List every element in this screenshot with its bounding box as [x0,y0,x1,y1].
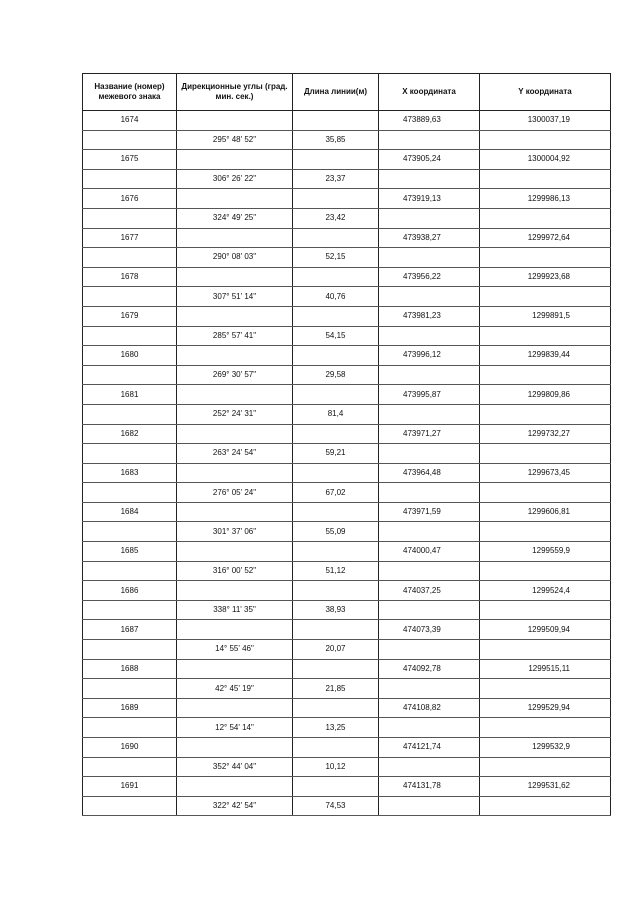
table-row [83,463,611,483]
bearing-angle-cell: 263° 24' 54" [177,444,293,464]
x-coordinate-cell: 474092,78 [379,659,480,679]
point-name-cell [83,600,177,620]
bearing-angle-cell [177,659,293,679]
x-coordinate-cell [379,287,480,307]
y-coordinate-cell [480,679,611,699]
line-length-cell: 13,25 [293,718,379,738]
x-coordinate-cell [379,718,480,738]
header-row [83,74,611,111]
y-coordinate-cell [480,130,611,150]
x-coordinate-cell [379,444,480,464]
line-length-cell [293,306,379,326]
x-coordinate-cell: 473995,87 [379,385,480,405]
point-name-cell: 1676 [83,189,177,209]
line-length-cell: 74,53 [293,796,379,816]
y-coordinate-cell: 1299972,64 [480,228,611,248]
y-coordinate-cell: 1299515,11 [480,659,611,679]
y-coordinate-cell [480,561,611,581]
bearing-angle-cell: 316° 00' 52" [177,561,293,581]
x-coordinate-cell [379,248,480,268]
table-row [83,169,611,189]
bearing-angle-cell [177,306,293,326]
bearing-angle-cell [177,620,293,640]
point-name-cell [83,404,177,424]
point-name-cell: 1679 [83,306,177,326]
bearing-angle-cell: 285° 57' 41" [177,326,293,346]
table-row [83,757,611,777]
bearing-angle-cell [177,502,293,522]
point-name-cell [83,130,177,150]
header-x-coordinate: X координата [379,74,480,111]
bearing-angle-cell [177,463,293,483]
y-coordinate-cell: 1299559,9 [480,542,611,562]
line-length-cell: 29,58 [293,365,379,385]
y-coordinate-cell: 1299529,94 [480,698,611,718]
line-length-cell [293,620,379,640]
y-coordinate-cell: 1299524,4 [480,581,611,601]
line-length-cell: 38,93 [293,600,379,620]
point-name-cell: 1677 [83,228,177,248]
line-length-cell: 52,15 [293,248,379,268]
point-name-cell [83,287,177,307]
point-name-cell [83,561,177,581]
bearing-angle-cell: 290° 08' 03" [177,248,293,268]
point-name-cell [83,365,177,385]
y-coordinate-cell [480,248,611,268]
line-length-cell [293,346,379,366]
bearing-angle-cell [177,189,293,209]
y-coordinate-cell [480,326,611,346]
bearing-angle-cell [177,267,293,287]
table-row [83,522,611,542]
table-row [83,306,611,326]
y-coordinate-cell: 1299809,86 [480,385,611,405]
table-row [83,620,611,640]
bearing-angle-cell: 301° 37' 06" [177,522,293,542]
line-length-cell [293,385,379,405]
x-coordinate-cell [379,561,480,581]
y-coordinate-cell [480,287,611,307]
line-length-cell: 55,09 [293,522,379,542]
line-length-cell [293,502,379,522]
table-row [83,600,611,620]
x-coordinate-cell: 474108,82 [379,698,480,718]
line-length-cell [293,581,379,601]
y-coordinate-cell: 1299606,81 [480,502,611,522]
x-coordinate-cell [379,796,480,816]
survey-coordinates-table [82,73,611,816]
point-name-cell: 1680 [83,346,177,366]
x-coordinate-cell [379,130,480,150]
point-name-cell: 1691 [83,777,177,797]
bearing-angle-cell [177,150,293,170]
y-coordinate-cell [480,640,611,660]
point-name-cell [83,522,177,542]
x-coordinate-cell: 473889,63 [379,111,480,131]
y-coordinate-cell: 1299923,68 [480,267,611,287]
point-name-cell [83,679,177,699]
header-line-length: Длина линии(м) [293,74,379,111]
bearing-angle-cell [177,777,293,797]
header-y-coordinate: Y координата [480,74,611,111]
y-coordinate-cell [480,522,611,542]
point-name-cell: 1681 [83,385,177,405]
point-name-cell [83,444,177,464]
x-coordinate-cell: 473971,59 [379,502,480,522]
table-row [83,267,611,287]
line-length-cell: 20,07 [293,640,379,660]
y-coordinate-cell [480,365,611,385]
line-length-cell: 23,37 [293,169,379,189]
line-length-cell: 51,12 [293,561,379,581]
point-name-cell: 1683 [83,463,177,483]
table-row [83,698,611,718]
header-point-name: Название (номер) межевого знака [83,74,177,111]
table-body [83,111,611,816]
bearing-angle-cell [177,698,293,718]
bearing-angle-cell [177,424,293,444]
point-name-cell [83,326,177,346]
bearing-angle-cell: 276° 05' 24" [177,483,293,503]
bearing-angle-cell [177,542,293,562]
table-row [83,287,611,307]
line-length-cell [293,228,379,248]
table-row [83,444,611,464]
x-coordinate-cell [379,600,480,620]
point-name-cell [83,796,177,816]
bearing-angle-cell [177,581,293,601]
table-row [83,228,611,248]
bearing-angle-cell: 338° 11' 35" [177,600,293,620]
point-name-cell [83,718,177,738]
line-length-cell [293,698,379,718]
y-coordinate-cell [480,483,611,503]
x-coordinate-cell: 473919,13 [379,189,480,209]
y-coordinate-cell: 1299531,62 [480,777,611,797]
bearing-angle-cell: 252° 24' 31" [177,404,293,424]
line-length-cell [293,189,379,209]
table-row [83,150,611,170]
x-coordinate-cell [379,522,480,542]
bearing-angle-cell: 324° 49' 25" [177,208,293,228]
bearing-angle-cell [177,385,293,405]
x-coordinate-cell: 473981,23 [379,306,480,326]
x-coordinate-cell [379,404,480,424]
bearing-angle-cell: 269° 30' 57" [177,365,293,385]
table-row [83,581,611,601]
line-length-cell [293,267,379,287]
x-coordinate-cell: 473996,12 [379,346,480,366]
table-row [83,679,611,699]
line-length-cell [293,542,379,562]
x-coordinate-cell [379,365,480,385]
line-length-cell [293,424,379,444]
bearing-angle-cell: 352° 44' 04" [177,757,293,777]
line-length-cell [293,777,379,797]
x-coordinate-cell [379,483,480,503]
y-coordinate-cell [480,169,611,189]
line-length-cell: 67,02 [293,483,379,503]
y-coordinate-cell [480,718,611,738]
table-row [83,777,611,797]
table-row [83,346,611,366]
y-coordinate-cell [480,796,611,816]
table-row [83,542,611,562]
table-row [83,483,611,503]
table-row [83,326,611,346]
bearing-angle-cell: 307° 51' 14" [177,287,293,307]
y-coordinate-cell [480,757,611,777]
point-name-cell: 1690 [83,738,177,758]
x-coordinate-cell [379,169,480,189]
table-row [83,130,611,150]
point-name-cell [83,757,177,777]
line-length-cell: 21,85 [293,679,379,699]
line-length-cell: 54,15 [293,326,379,346]
point-name-cell [83,169,177,189]
line-length-cell: 35,85 [293,130,379,150]
y-coordinate-cell: 1299986,13 [480,189,611,209]
y-coordinate-cell [480,444,611,464]
table-row [83,502,611,522]
line-length-cell [293,111,379,131]
line-length-cell: 23,42 [293,208,379,228]
y-coordinate-cell: 1299891,5 [480,306,611,326]
point-name-cell [83,640,177,660]
table-row [83,189,611,209]
table-row [83,385,611,405]
y-coordinate-cell: 1300004,92 [480,150,611,170]
x-coordinate-cell [379,640,480,660]
table-row [83,208,611,228]
x-coordinate-cell [379,679,480,699]
table-row [83,718,611,738]
bearing-angle-cell [177,111,293,131]
y-coordinate-cell [480,600,611,620]
bearing-angle-cell: 295° 48' 52" [177,130,293,150]
point-name-cell: 1674 [83,111,177,131]
x-coordinate-cell [379,326,480,346]
table-row [83,738,611,758]
line-length-cell: 81,4 [293,404,379,424]
y-coordinate-cell: 1300037,19 [480,111,611,131]
line-length-cell [293,150,379,170]
table-row [83,248,611,268]
x-coordinate-cell: 474131,78 [379,777,480,797]
line-length-cell [293,659,379,679]
x-coordinate-cell: 473964,48 [379,463,480,483]
header-bearing-angle: Дирекционные углы (град. мин. сек.) [177,74,293,111]
x-coordinate-cell [379,208,480,228]
bearing-angle-cell: 306° 26' 22" [177,169,293,189]
x-coordinate-cell: 474037,25 [379,581,480,601]
point-name-cell: 1687 [83,620,177,640]
x-coordinate-cell: 473938,27 [379,228,480,248]
point-name-cell: 1675 [83,150,177,170]
line-length-cell: 40,76 [293,287,379,307]
y-coordinate-cell: 1299532,9 [480,738,611,758]
point-name-cell: 1686 [83,581,177,601]
y-coordinate-cell [480,208,611,228]
x-coordinate-cell: 474073,39 [379,620,480,640]
point-name-cell: 1682 [83,424,177,444]
x-coordinate-cell: 473905,24 [379,150,480,170]
bearing-angle-cell: 42° 45' 19" [177,679,293,699]
bearing-angle-cell [177,228,293,248]
table-row [83,424,611,444]
x-coordinate-cell: 473956,22 [379,267,480,287]
point-name-cell [83,483,177,503]
x-coordinate-cell [379,757,480,777]
table-row [83,796,611,816]
line-length-cell: 59,21 [293,444,379,464]
y-coordinate-cell: 1299509,94 [480,620,611,640]
point-name-cell [83,248,177,268]
y-coordinate-cell: 1299673,45 [480,463,611,483]
table-row [83,640,611,660]
point-name-cell: 1678 [83,267,177,287]
table-row [83,404,611,424]
y-coordinate-cell [480,404,611,424]
bearing-angle-cell [177,346,293,366]
y-coordinate-cell: 1299839,44 [480,346,611,366]
table-row [83,659,611,679]
line-length-cell [293,463,379,483]
point-name-cell [83,208,177,228]
x-coordinate-cell: 473971,27 [379,424,480,444]
point-name-cell: 1684 [83,502,177,522]
line-length-cell: 10,12 [293,757,379,777]
point-name-cell: 1689 [83,698,177,718]
table-row [83,365,611,385]
bearing-angle-cell: 322° 42' 54" [177,796,293,816]
x-coordinate-cell: 474000,47 [379,542,480,562]
point-name-cell: 1688 [83,659,177,679]
bearing-angle-cell [177,738,293,758]
x-coordinate-cell: 474121,74 [379,738,480,758]
y-coordinate-cell: 1299732,27 [480,424,611,444]
line-length-cell [293,738,379,758]
bearing-angle-cell: 14° 55' 46" [177,640,293,660]
table-row [83,111,611,131]
bearing-angle-cell: 12° 54' 14" [177,718,293,738]
table-header [83,74,611,111]
point-name-cell: 1685 [83,542,177,562]
table-row [83,561,611,581]
